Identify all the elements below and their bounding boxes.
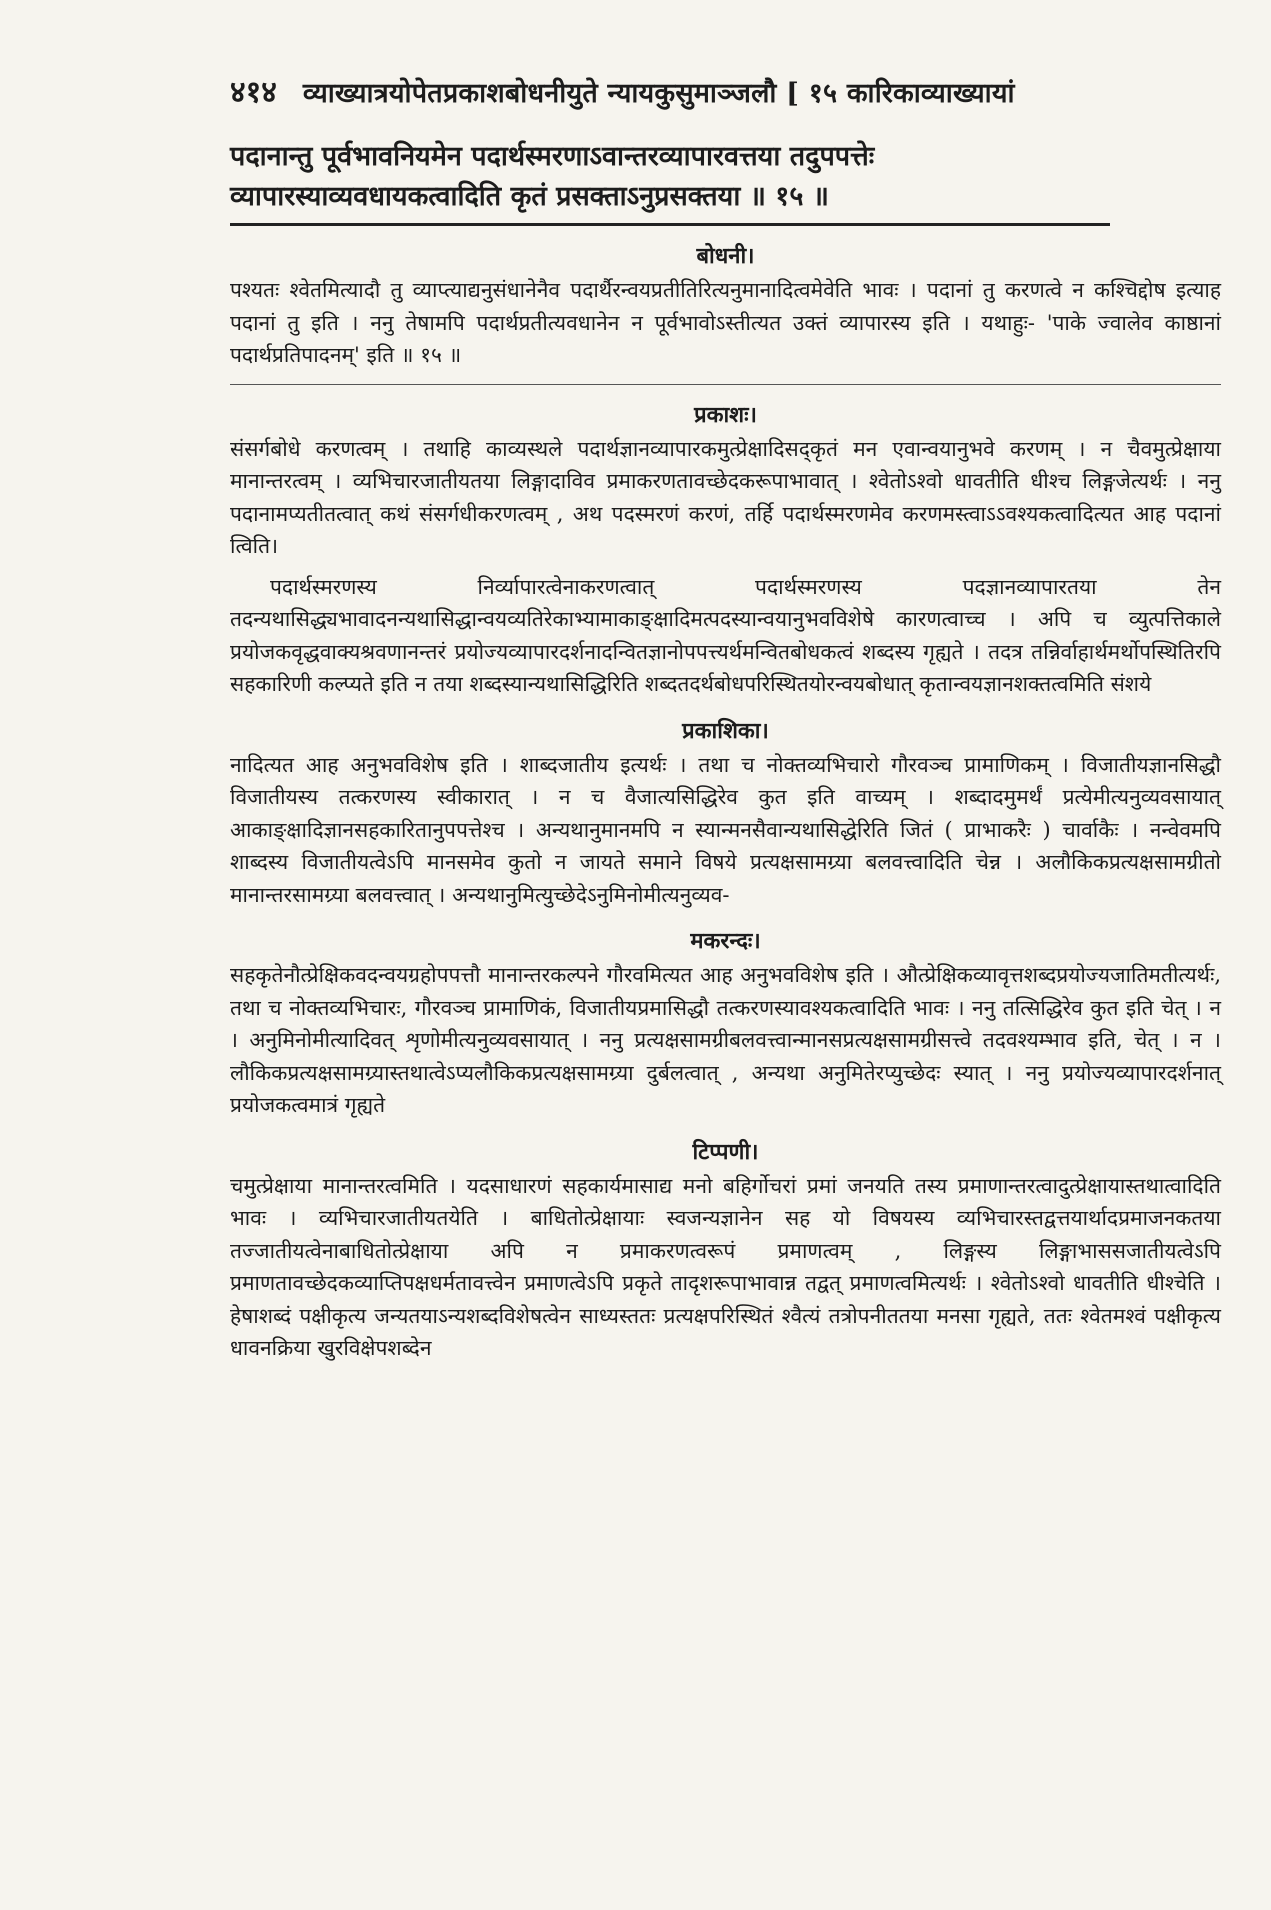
running-head: व्याख्यात्रयोपेतप्रकाशबोधनीयुते न्यायकुसुमाञ्जलौ [ १५ कारिकाव्याख्यायां bbox=[302, 78, 1015, 109]
section-prakasha bbox=[230, 399, 1221, 563]
section-makaranda bbox=[230, 925, 1221, 1122]
section-title: बोधनी। bbox=[696, 243, 755, 269]
commentary-paragraph: पदार्थस्मरणस्य निर्व्यापारत्वेनाकरणत्वात् पदार्थस्मरणस्य पदज्ञानव्यापारतया तेन तदन्यथासिद्ध्यभावादनन्यथासिद्धान्वयव्यतिरेकाभ्यामाकाङ्क्षादिमत्पदस्यान्वयानुभवविशेषे कारणत्वाच्च । अपि च व्युत्पत्तिकाले प्रयोजकवृद्धवाक्यश्रवणानन्तरं प्रयोज्यव्यापारदर्शनादन्वितज्ञानोपपत्त्यर्थमन्वितबोधकत्वं शब्दस्य गृह्यते । तदत्र तन्निर्वाहार्थमर्थोपस्थितिरपि सहकारिणी कल्प्यते इति न तया शब्दस्यान्यथासिद्धिरिति शब्दतदर्थबोधपरिस्थितयोरन्वयबोधात् कृतान्वयज्ञानशक्तत्वमिति संशये bbox=[230, 574, 1221, 696]
section-prakashika bbox=[230, 715, 1221, 912]
section-title: प्रकाशिका। bbox=[682, 717, 769, 744]
section-bodhani bbox=[230, 240, 1221, 372]
commentary-paragraph: संसर्गबोधे करणत्वम् । तथाहि काव्यस्थले पदार्थज्ञानव्यापारकमुत्प्रेक्षादिसद्कृतं मन एवान्वयानुभवे करणम् । न चैवमुत्प्रेक्षाया मानान्तरत्वम् । व्यभिचारजातीयतया लिङ्गादाविव प्रमाकरणतावच्छेदकरूपाभावात् । श्वेतोऽश्वो धावतीति धीश्च लिङ्गजेत्यर्थः । ननु पदानामप्यतीतत्वात् कथं संसर्गधीकरणत्वम् , अथ पदस्मरणं करणं, तर्हि पदार्थस्मरणमेव करणमस्त्वाऽऽवश्यकत्वादित्यत आह पदानां त्विति। bbox=[230, 436, 1221, 558]
commentary-paragraph: चमुत्प्रेक्षाया मानान्तरत्वमिति । यदसाधारणं सहकार्यमासाद्य मनो बहिर्गोचरां प्रमां जनयति तस्य प्रमाणान्तरत्वादुत्प्रेक्षायास्तथात्वादिति भावः । व्यभिचारजातीयतयेति । बाधितोत्प्रेक्षायाः स्वजन्यज्ञानेन सह यो विषयस्य व्यभिचारस्तद्वत्तयार्थादप्रमाजनकतया तज्जातीयत्वेनाबाधितोत्प्रेक्षाया अपि न प्रमाकरणत्वरूपं प्रमाणत्वम् , लिङ्गस्य लिङ्गाभाससजातीयत्वेऽपि प्रमाणतावच्छेदकव्याप्तिपक्षधर्मतावत्त्वेन प्रमाणत्वेऽपि प्रकृते तादृशरूपाभावान्न तद्वत् प्रमाणत्वमित्यर्थः । श्वेतोऽश्वो धावतीति धीश्चेति । हेषाशब्दं पक्षीकृत्य जन्यतयाऽन्यशब्दविशेषत्वेन साध्यस्ततः प्रत्यक्षपरिस्थितं श्वैत्यं तत्रोपनीततया मनसा गृह्यते, ततः श्वेतमश्वं पक्षीकृत्य धावनक्रिया खुरविक्षेपशब्देन bbox=[230, 1173, 1221, 1360]
commentary-paragraph: नादित्यत आह अनुभवविशेष इति । शाब्दजातीय इत्यर्थः । तथा च नोक्तव्यभिचारो गौरवञ्च प्रामाणिकम् । विजातीयज्ञानसिद्धौ विजातीयस्य तत्करणस्य स्वीकारात् । न च वैजात्यसिद्धिरेव कुत इति वाच्यम् । शब्दादमुमर्थं प्रत्येमीत्यनुव्यवसायात् आकाङ्क्षादिज्ञानसहकारितानुपपत्तेश्च । अन्यथानुमानमपि न स्यान्मनसैवान्यथासिद्धेरिति जितं ( प्राभाकरैः ) चार्वाकैः । नन्वेवमपि शाब्दस्य विजातीयत्वेऽपि मानसमेव कुतो न जायते समाने विषये प्रत्यक्षसामग्र्या बलवत्त्वादिति चेन्न । अलौकिकप्रत्यक्षसामग्रीतो मानान्तरसामग्र्या बलवत्त्वात् । अन्यथानुमित्युच्छेदेऽनुमिनोमीत्यनुव्यव- bbox=[230, 752, 1221, 907]
section-tippani bbox=[230, 1136, 1221, 1365]
page-number: ४१४ bbox=[230, 75, 277, 110]
section-title: प्रकाशः। bbox=[694, 401, 757, 428]
section-title: मकरन्दः। bbox=[690, 928, 761, 954]
commentary-paragraph: सहकृतेनौत्प्रेक्षिकवदन्वयग्रहोपपत्तौ मानान्तरकल्पने गौरवमित्यत आह अनुभवविशेष इति । औत्प्रेक्षिकव्यावृत्तशब्दप्रयोज्यजातिमतीत्यर्थः, तथा च नोक्तव्यभिचारः, गौरवञ्च प्रामाणिकं, विजातीयप्रमासिद्धौ तत्करणस्यावश्यकत्वादिति भावः । ननु तत्सिद्धिरेव कुत इति चेत् । न । अनुमिनोमीत्यादिवत् शृणोमीत्यनुव्यवसायात् । ननु प्रत्यक्षसामग्रीबलवत्त्वान्मानसप्रत्यक्षसामग्रीसत्त्वे तदवश्यम्भाव इति, चेत् । न । लौकिकप्रत्यक्षसामग्र्यास्तथात्वेऽप्यलौकिकप्रत्यक्षसामग्र्या दुर्बलत्वात् , अन्यथा अनुमितेरप्युच्छेदः स्यात् । ननु प्रयोज्यव्यापारदर्शनात् प्रयोजकत्वमात्रं गृह्यते bbox=[230, 963, 1221, 1117]
main-verse: पदानान्तु पूर्वभावनियमेन पदार्थस्मरणाऽवान्तरव्यापारवत्तया तदुपपत्तेः व्यापारस्याव्यवधायकत्वादिति कृतं प्रसक्ताऽनुप्रसक्तया ॥ १५ ॥ bbox=[230, 137, 1110, 226]
page-header bbox=[230, 70, 1221, 111]
divider bbox=[230, 384, 1221, 385]
commentary-paragraph: पश्यतः श्वेतमित्यादौ तु व्याप्त्याद्यनुसंधानेनैव पदार्थैरन्वयप्रतीतिरित्यनुमानादित्वमेवेति भावः । पदानां तु करणत्वे न कश्चिद्दोष इत्याह पदानां तु इति । ननु तेषामपि पदार्थप्रतीत्यवधानेन न पूर्वभावोऽस्तीत्यत उक्तं व्यापारस्य इति । यथाहुः- 'पाके ज्वालेव काष्ठानां पदार्थप्रतिपादनम्' इति ॥ १५ ॥ bbox=[230, 278, 1221, 367]
section-prakasha-continued bbox=[230, 571, 1221, 701]
section-title: टिप्पणी। bbox=[692, 1138, 759, 1165]
